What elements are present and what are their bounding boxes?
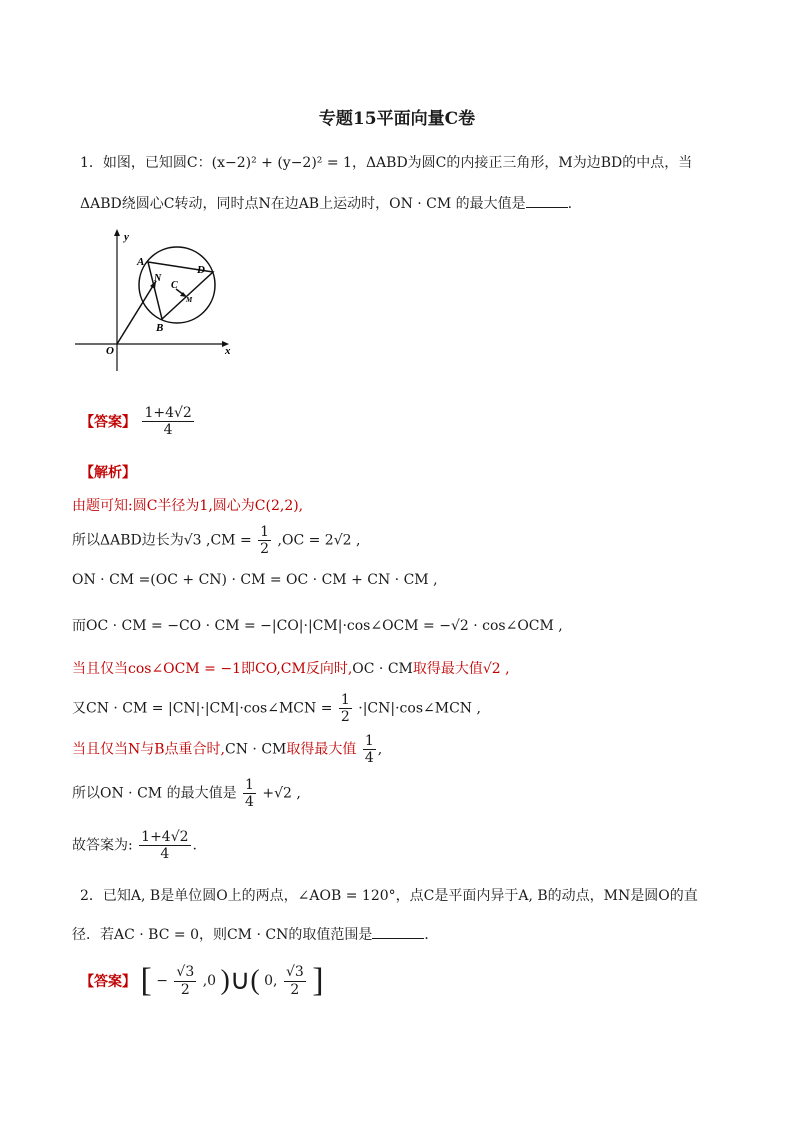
analysis-line2 [72, 524, 360, 557]
analysis-line2b: ,OC = 2√2 , [277, 532, 361, 549]
analysis-line8b: +√2 , [262, 785, 301, 802]
q1-answer-blank [526, 195, 568, 208]
analysis-line7a: 当且仅当N与B点重合时, [72, 741, 225, 758]
analysis-line9a: 故答案为: [72, 837, 133, 854]
answer1-fraction [142, 405, 193, 438]
analysis-line5a: 当且仅当cos∠OCM = −1即CO,CM反向时, [72, 661, 353, 677]
label-a: A [137, 256, 145, 268]
y-axis-arrow [114, 229, 120, 236]
answer2-mid1: ,0 [202, 973, 217, 989]
l8-num: 1 [245, 777, 254, 793]
q1-line2 [80, 193, 572, 213]
answer1 [80, 405, 196, 438]
label-n: N [154, 273, 162, 284]
q1-line1: 1．如图，已知圆C：(x−2)² + (y−2)² = 1，ΔABD为圆C的内接正三角形，M为边BD的中点，当 [80, 155, 693, 171]
analysis-line7b: CN · CM [225, 741, 287, 758]
q2-line2 [72, 924, 438, 944]
analysis-line7-fraction [363, 733, 376, 766]
a2-f2-den: 2 [290, 981, 300, 998]
analysis-line3: ON · CM =(OC + CN) · CM = OC · CM + CN · CM , [72, 572, 438, 588]
analysis-line9-fraction [139, 829, 190, 862]
l2-den: 2 [260, 541, 270, 558]
answer2-mid2: 0, [264, 973, 278, 989]
l2-num: 1 [260, 524, 270, 540]
l7-num: 1 [364, 733, 374, 749]
analysis-line7 [72, 733, 382, 766]
page-title: 专题15平面向量C卷 [318, 109, 476, 129]
a2-f1-den: 2 [180, 981, 190, 998]
analysis-line5 [72, 658, 510, 678]
label-c: C [171, 280, 178, 291]
analysis-line6 [72, 692, 481, 725]
label-o: O [106, 345, 114, 357]
analysis-line7d: , [377, 741, 383, 758]
label-b: B [156, 322, 164, 334]
analysis-line1: 由题可知:圆C半径为1,圆心为C(2,2), [72, 498, 304, 514]
analysis-line9b: . [192, 837, 197, 854]
answer2-fraction1 [174, 964, 196, 997]
analysis-line8 [72, 777, 301, 810]
q2-line1: 2．已知A, B是单位圆O上的两点，∠AOB = 120°，点C是平面内异于A, B的动点，MN是圆O的直 [80, 888, 698, 904]
geometry-figure [72, 226, 242, 376]
analysis-line4: 而OC · CM = −CO · CM = −|CO|·|CM|·cos∠OCM = −√2 · cos∠OCM , [72, 618, 563, 634]
answer2-left-bracket: [ [140, 962, 152, 999]
label-m: M [186, 296, 193, 304]
l9-num: 1+4√2 [141, 829, 189, 845]
analysis-tag: 【解析】 [80, 465, 136, 481]
analysis-line5c: 取得最大值√2 , [412, 661, 510, 677]
analysis-line6a: 又CN · CM = |CN|·|CM|·cos∠MCN = [72, 700, 333, 717]
answer1-tag: 【答案】 [80, 414, 136, 431]
l7-den: 4 [364, 750, 374, 767]
analysis-line5b: OC · CM [352, 661, 413, 677]
answer2 [80, 964, 324, 998]
q1-line2-end: . [567, 196, 573, 212]
label-y: y [124, 231, 129, 243]
q2-line2a: 径．若AC · BC = 0，则CM · CN的取值范围是 [72, 927, 373, 943]
l8-den: 4 [245, 794, 254, 811]
analysis-line8-fraction [243, 777, 256, 810]
l6-num: 1 [340, 692, 350, 708]
label-d: D [197, 264, 205, 276]
answer2-fraction2 [284, 964, 306, 997]
answer1-num: 1+4√2 [144, 405, 192, 421]
q1-line2-text: ΔABD绕圆心C转动，同时点N在边AB上运动时，ON · CM 的最大值是 [80, 196, 526, 212]
analysis-line7c: 取得最大值 [286, 741, 357, 758]
l9-den: 4 [160, 846, 170, 863]
answer2-right-bracket: ] [312, 962, 324, 999]
label-x: x [225, 345, 231, 357]
a2-f2-num: √3 [285, 964, 304, 981]
answer2-neg: − [156, 973, 168, 989]
analysis-line9 [72, 829, 197, 862]
answer2-tag: 【答案】 [80, 974, 136, 990]
answer1-den: 4 [163, 422, 173, 439]
q2-answer-blank [372, 926, 424, 939]
answer2-cup: )∪( [220, 965, 260, 996]
q2-line2b: ． [424, 927, 439, 943]
analysis-line6b: ·|CN|·cos∠MCN , [358, 700, 481, 717]
a2-f1-num: √3 [176, 964, 195, 981]
analysis-line2a: 所以ΔABD边长为√3 ,CM = [72, 532, 252, 549]
l6-den: 2 [340, 709, 350, 726]
analysis-line2-fraction [258, 524, 271, 557]
analysis-line6-fraction [339, 692, 352, 725]
analysis-line8a: 所以ON · CM 的最大值是 [72, 785, 237, 802]
